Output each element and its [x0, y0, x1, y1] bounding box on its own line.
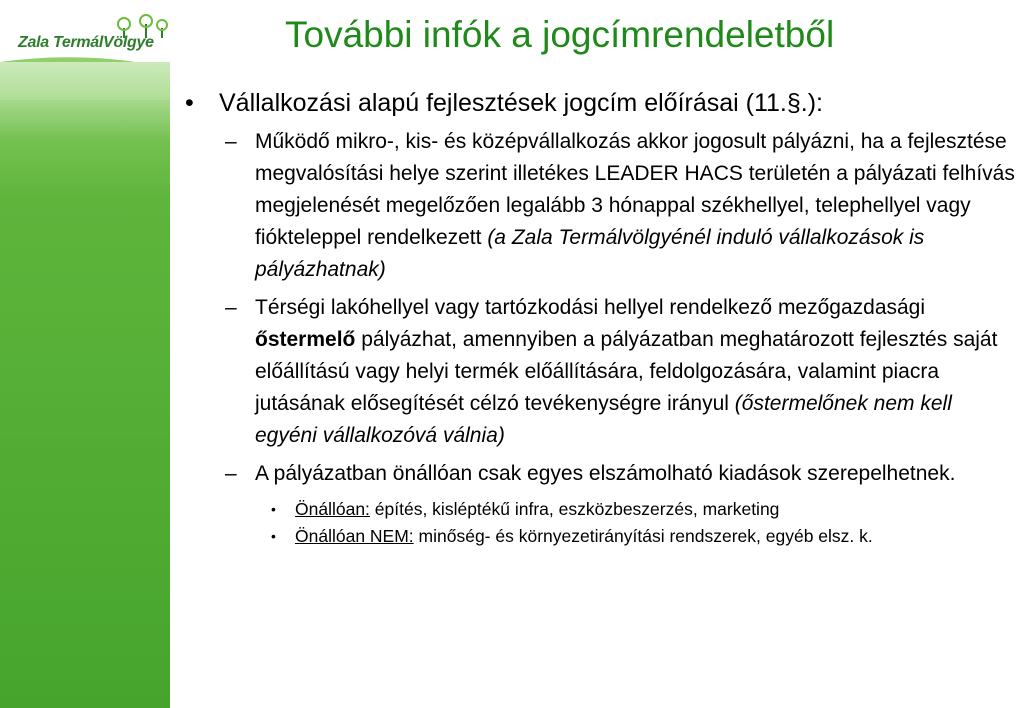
item-text: Működő mikro-, kis- és középvállalkozás akkor jogosult pályázni, ha a fejlesztése megvalósítási helye szerint illetékes LEADER HACS területén a pályázati felhívás megjelenését megelőzően legalább 3 hónappal székhellyel, telephellyel vagy fiókteleppel rendelkezett — [255, 130, 1015, 249]
sub-item-text: építés, kisléptékű infra, eszközbeszerzés, marketing — [369, 499, 780, 519]
item-text: Térségi lakóhellyel vagy tartózkodási hellyel rendelkező mezőgazdasági — [255, 296, 926, 319]
sub-item-text: minőség- és környezetirányítási rendszerek, egyéb elsz. k. — [413, 526, 873, 546]
item-text: A pályázatban önállóan csak egyes elszámolható kiadások szerepelhetnek. — [255, 462, 956, 485]
item-bold-term: őstermelő — [255, 328, 356, 351]
slide-content — [185, 88, 1015, 550]
panel-highlight — [0, 62, 170, 142]
list-item — [225, 458, 1015, 490]
dash-icon: – — [225, 296, 237, 319]
item-text-continued: pályázhat, amennyiben a pályázatban meghatározott fejlesztés saját előállítású vagy helyi termék előállítására, feldolgozására, valamint piacra jutásának elősegítését célzó tevékenységre irányul — [255, 328, 998, 415]
dash-icon: – — [225, 462, 237, 485]
item-italic-note: (őstermelőnek nem kell egyéni vállalkozóvá válnia) — [255, 392, 952, 447]
dash-icon: – — [225, 130, 237, 153]
logo — [18, 14, 178, 60]
main-bullet-text: Vállalkozási alapú fejlesztések jogcím előírásai (11.§.): — [219, 89, 823, 117]
bullet-icon: • — [185, 89, 194, 117]
list-item — [225, 126, 1015, 286]
page-title: További infók a jogcímrendeletből — [285, 14, 835, 55]
sub-list-item — [271, 523, 1015, 550]
sub-item-label: Önállóan NEM: — [295, 526, 414, 546]
sub-item-label: Önállóan: — [295, 499, 370, 519]
bullet-icon: • — [271, 501, 276, 517]
bullet-icon: • — [271, 528, 276, 544]
main-bullet — [185, 88, 1015, 118]
list-item — [225, 292, 1015, 452]
green-side-panel — [0, 0, 170, 708]
item-italic-note: (a Zala Termálvölgyénél induló vállalkozások is pályázhatnak) — [255, 226, 925, 281]
sub-list-item — [271, 496, 1015, 523]
logo-text: Zala TermálVölgye — [18, 34, 154, 51]
